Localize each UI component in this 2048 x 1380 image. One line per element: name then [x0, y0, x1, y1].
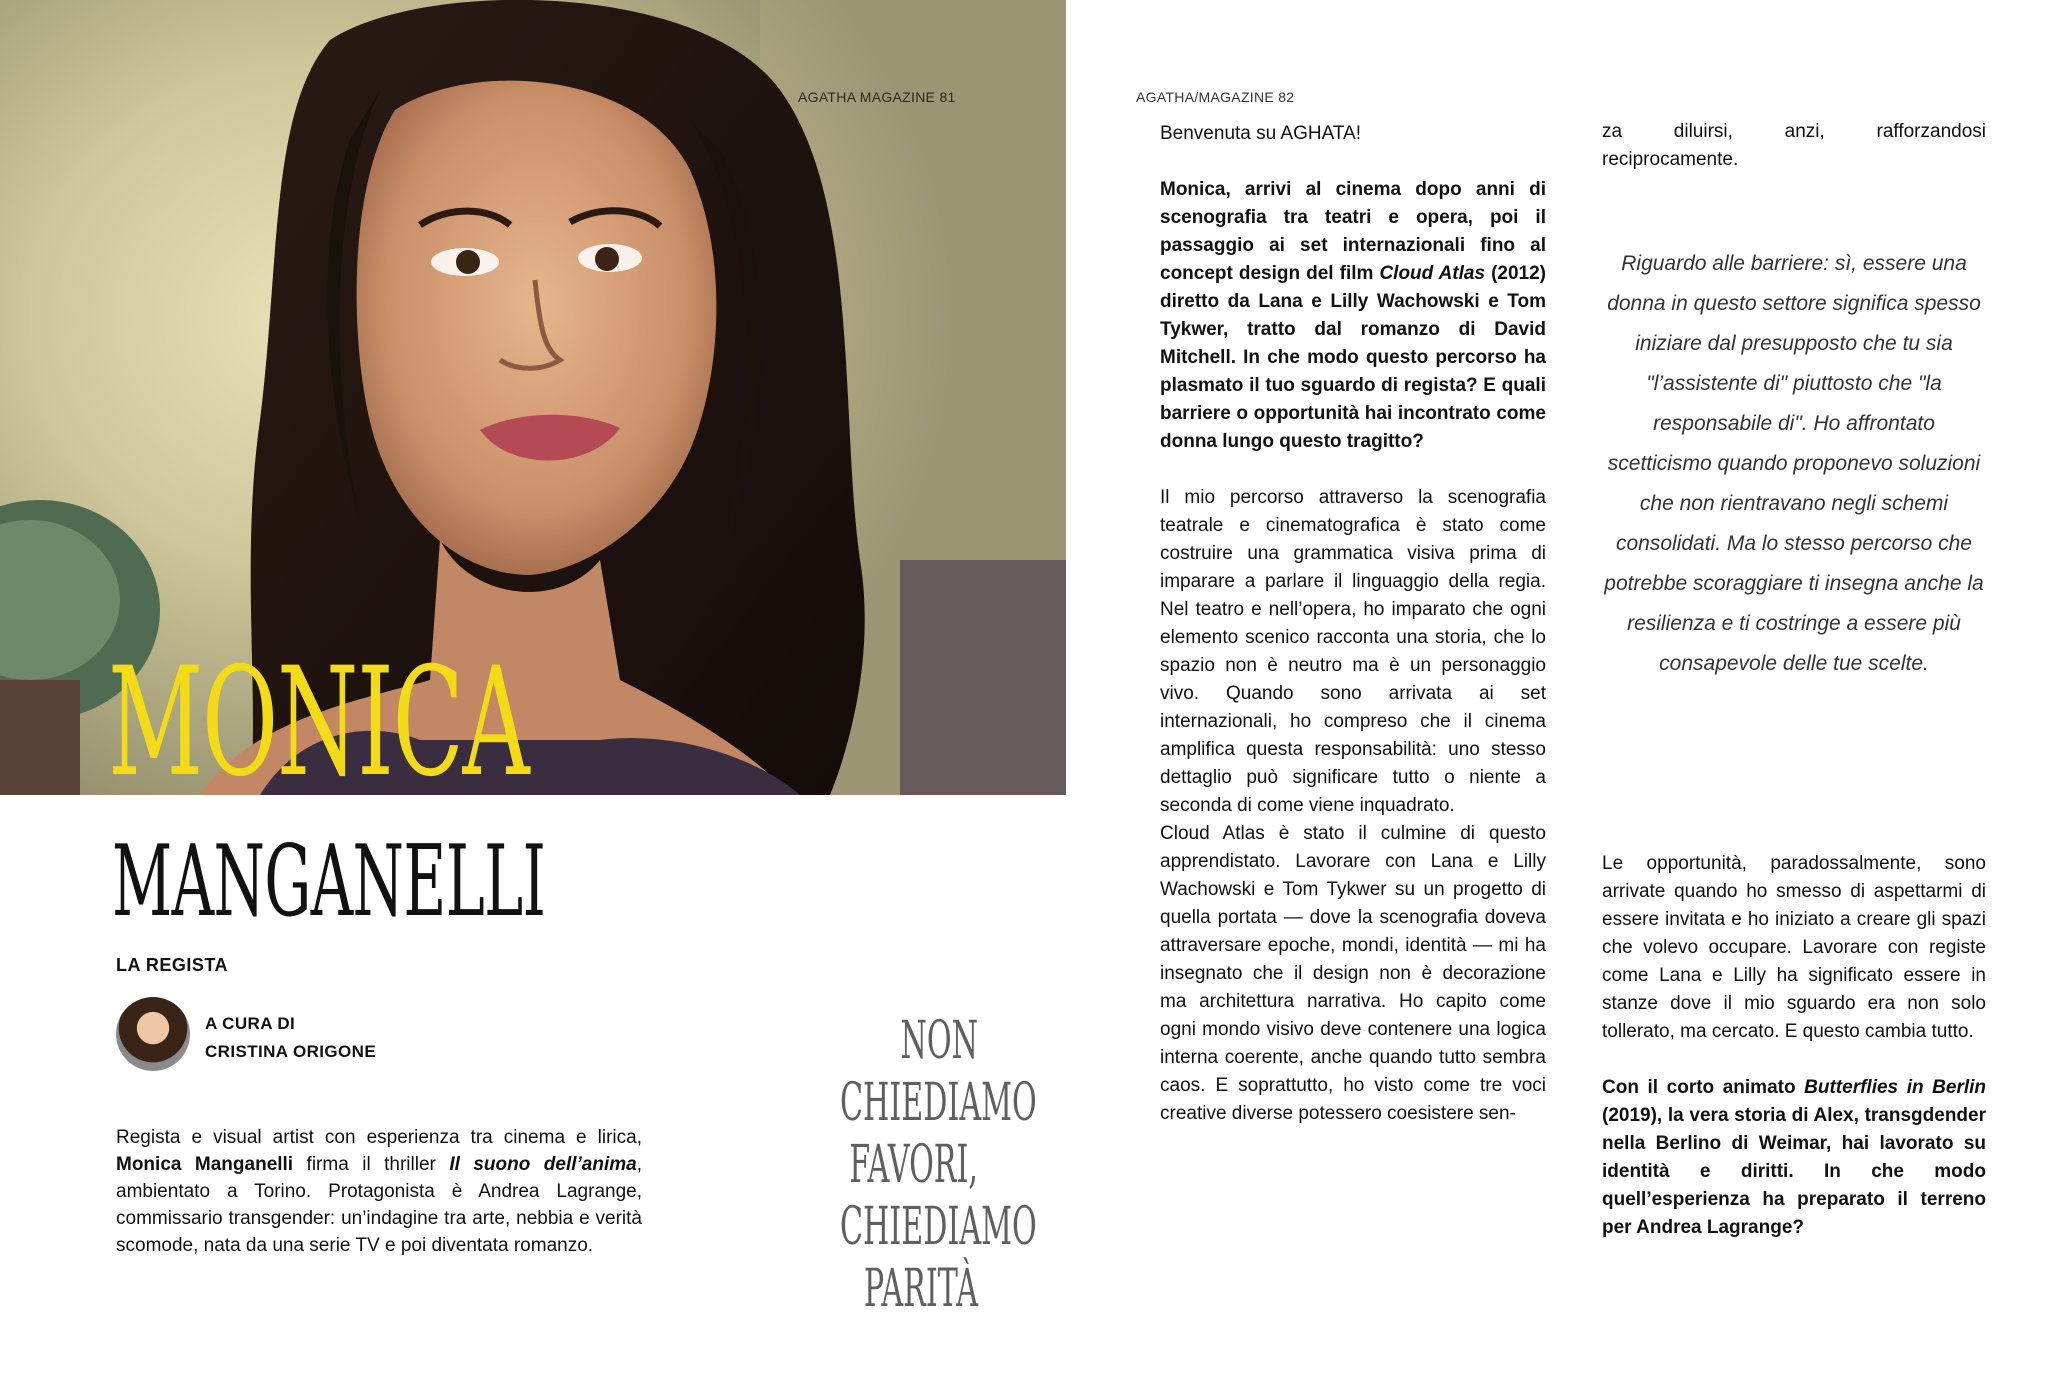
- curated-by-label: A CURA DI: [205, 1014, 296, 1033]
- question-text: Con il corto animato: [1602, 1077, 1805, 1098]
- author-avatar: [116, 997, 190, 1071]
- quote-line: CHIEDIAMO: [839, 1073, 1037, 1133]
- quote-line: NON: [900, 1011, 978, 1071]
- role-label: LA REGISTA: [116, 955, 228, 975]
- film-title: Butterflies in Berlin: [1804, 1077, 1987, 1098]
- greeting: Benvenuta su AGHATA!: [1160, 123, 1362, 144]
- answer-1: Il mio percorso attraverso la scenografia teatrale e cinematografica è stato come costruire una grammatica visiva prima di imparare a parlare il linguaggio della regia. Nel teatro e nell’opera, ho imparato che ogni elemento scenico racconta una storia, che lo spazio non è neutro ma è un personaggio vivo. Quando sono arrivata ai set internazionali, ho compreso che il cinema amplifica questa responsabilità: uno stesso dettaglio può significare tutto o niente a seconda di come viene inquadrato.: [1160, 487, 1546, 816]
- right-page: [1066, 0, 2048, 1380]
- question-text: Monica, arrivi al cinema dopo anni di scenografia tra teatri e opera, poi il passaggio ai set internazionali fino al concept design del film: [1160, 179, 1546, 284]
- bio-name: Monica Manganelli: [116, 1154, 294, 1175]
- answer-2: Cloud Atlas è stato il culmine di questo apprendistato. Lavorare con Lana e Lilly Wachowski e Tom Tykwer su un progetto di quella portata — dove la scenografia doveva attraversare epoche, mondi, identità — mi ha insegnato che il design non è decorazione ma architettura narrativa. Ho capito come ogni mondo visivo deve contenere una logica interna coerente, anche quando tutto sembra caos. E soprattutto, ho visto come tre voci creative diverse potessero coesistere sen-: [1160, 823, 1546, 1124]
- answer-3: Le opportunità, paradossalmente, sono arrivate quando ho smesso di aspettarmi di essere invitata e ho iniziato a creare gli spazi che volevo occupare. Lavorare con registe come Lana e Lilly ha significato essere in stanze dove il mio sguardo era non solo tollerato, ma cercato. E questo cambia tutto.: [1602, 853, 1986, 1042]
- quote-line: PARITÀ: [863, 1259, 978, 1319]
- name-first: MONICA: [108, 636, 529, 810]
- bio-text: Regista e visual artist con esperienza tra cinema e lirica,: [116, 1127, 642, 1148]
- column-left: [1160, 120, 1546, 1128]
- bio-text: , ambientato a Torino. Protagonista è Andrea Lagrange, commissario transgender: un’indagine tra arte, nebbia e verità scomode, nata da una serie TV e poi diventata romanzo.: [116, 1154, 642, 1256]
- bio-text: firma il thriller: [293, 1154, 450, 1175]
- question-text: (2012) diretto da Lana e Lilly Wachowski e Tom Tykwer, tratto dal romanzo di David Mitchell. In che modo questo percorso ha plasmato il tuo sguardo di regista? E quali barriere o opportunità hai incontrato come donna lungo questo tragitto?: [1160, 263, 1547, 452]
- page-folio: AGATHA MAGAZINE 81: [798, 89, 956, 105]
- bio-paragraph: [116, 1124, 642, 1259]
- quote-headline: [740, 1010, 1037, 1320]
- answer-2-continued: za diluirsi, anzi, rafforzandosi reciprocamente.: [1602, 121, 1986, 170]
- curated-by: [205, 1010, 376, 1066]
- quote-line: CHIEDIAMO: [839, 1197, 1037, 1257]
- question-1: [1160, 176, 1546, 456]
- quote-line: FAVORI,: [849, 1135, 978, 1195]
- column-right-top: [1602, 118, 1986, 174]
- pull-quote: Riguardo alle barriere: sì, essere una donna in questo settore significa spesso iniziare dal presupposto che tu sia "l’assistente di" piuttosto che "la responsabile di". Ho affrontato scetticismo quando proponevo soluzioni che non rientravano negli schemi consolidati. Ma lo stesso percorso che potrebbe scoraggiare ti insegna anche la resilienza e ti costringe a essere più consapevole delle tue scelte.: [1604, 252, 1984, 675]
- column-right-bottom: [1602, 850, 1986, 1242]
- question-text: (2019), la vera storia di Alex, transgdender nella Berlino di Weimar, hai lavorato su identità e diritti. In che modo quell’esperienza ha preparato il terreno per Andrea Lagrange?: [1602, 1105, 1986, 1238]
- film-title: Cloud Atlas: [1379, 263, 1486, 284]
- curated-by-name: CRISTINA ORIGONE: [205, 1042, 377, 1061]
- question-2: [1602, 1074, 1986, 1242]
- bio-book-title: Il suono dell’anima: [449, 1154, 637, 1175]
- page-folio: AGATHA/MAGAZINE 82: [1136, 89, 1295, 105]
- name-last: MANGANELLI: [112, 825, 546, 939]
